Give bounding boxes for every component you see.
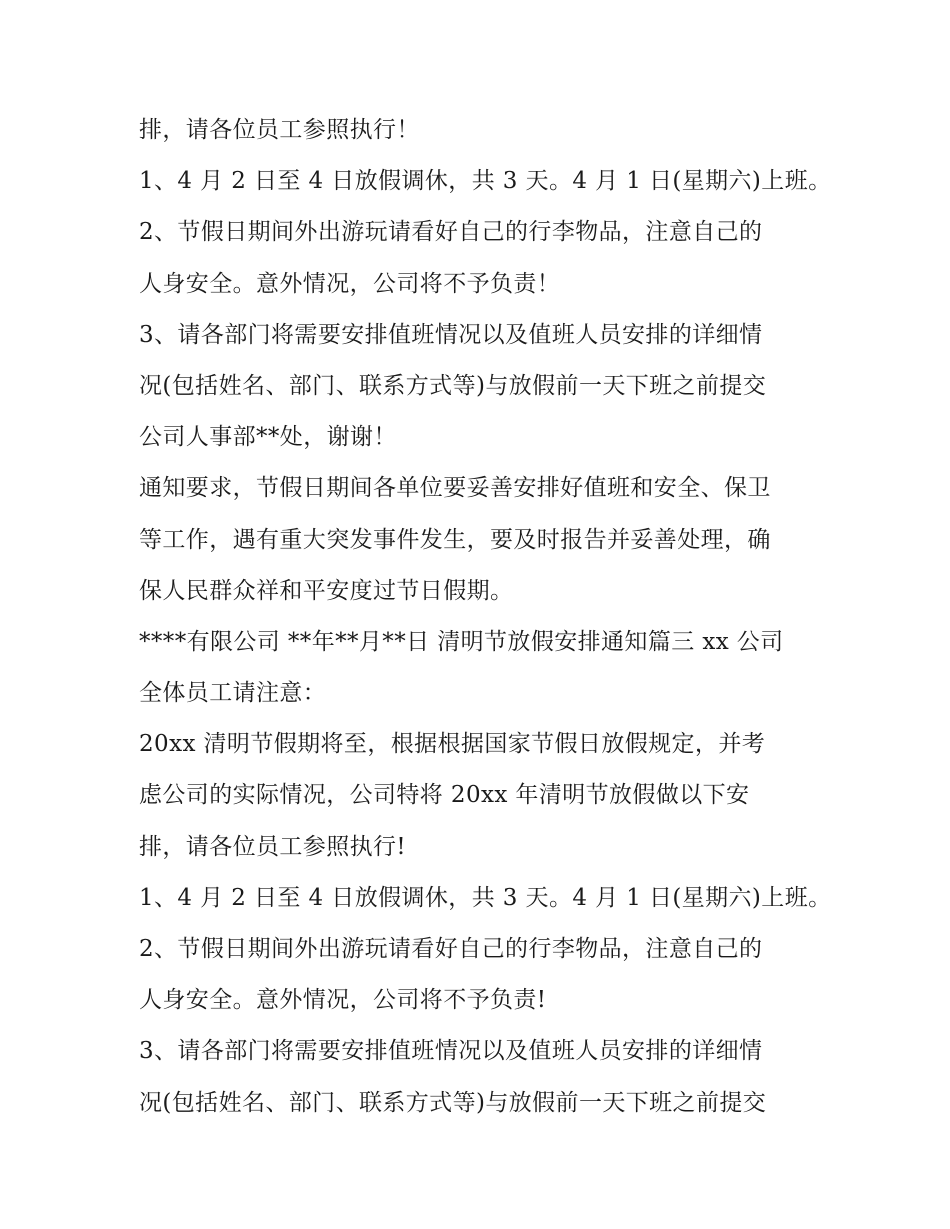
text-line: 2、节假日期间外出游玩请看好自己的行李物品，注意自己的 [139,219,763,246]
text-line: 2、节假日期间外出游玩请看好自己的行李物品，注意自己的 [139,936,763,962]
text-line: 保人民群众祥和平安度过节日假期。 [139,577,514,604]
text-line: 全体员工请注意： [139,680,327,707]
text-line: ****有限公司 **年**月**日 清明节放假安排通知篇三 xx 公司 [139,628,784,655]
text-line: 公司人事部**处，谢谢！ [139,424,397,451]
text-line: 人身安全。意外情况，公司将不予负责！ [139,270,561,297]
text-line: 况(包括姓名、部门、联系方式等)与放假前一天下班之前提交 [139,1089,767,1116]
text-line: 排，请各位员工参照执行！ [139,117,420,143]
text-line: 通知要求，节假日期间各单位要妥善安排好值班和安全、保卫 [139,475,771,502]
text-line: 况(包括姓名、部门、联系方式等)与放假前一天下班之前提交 [139,372,767,399]
text-line: 等工作，遇有重大突发事件发生，要及时报告并妥善处理，确 [139,526,771,553]
text-line: 人身安全。意外情况，公司将不予负责! [139,987,547,1014]
text-line: 1、4 月 2 日至 4 日放假调休，共 3 天。4 月 1 日(星期六)上班。 [139,168,832,195]
text-line: 排，请各位员工参照执行! [139,833,407,860]
text-line: 3、请各部门将需要安排值班情况以及值班人员安排的详细情 [139,321,763,348]
document-body [139,105,832,1129]
text-line: 3、请各部门将需要安排值班情况以及值班人员安排的详细情 [139,1038,763,1065]
text-line: 1、4 月 2 日至 4 日放假调休，共 3 天。4 月 1 日(星期六)上班。 [139,884,832,911]
text-line: 20xx 清明节假期将至，根据根据国家节假日放假规定，并考 [139,731,766,758]
text-line: 虑公司的实际情况，公司特将 20xx 年清明节放假做以下安 [139,782,750,809]
